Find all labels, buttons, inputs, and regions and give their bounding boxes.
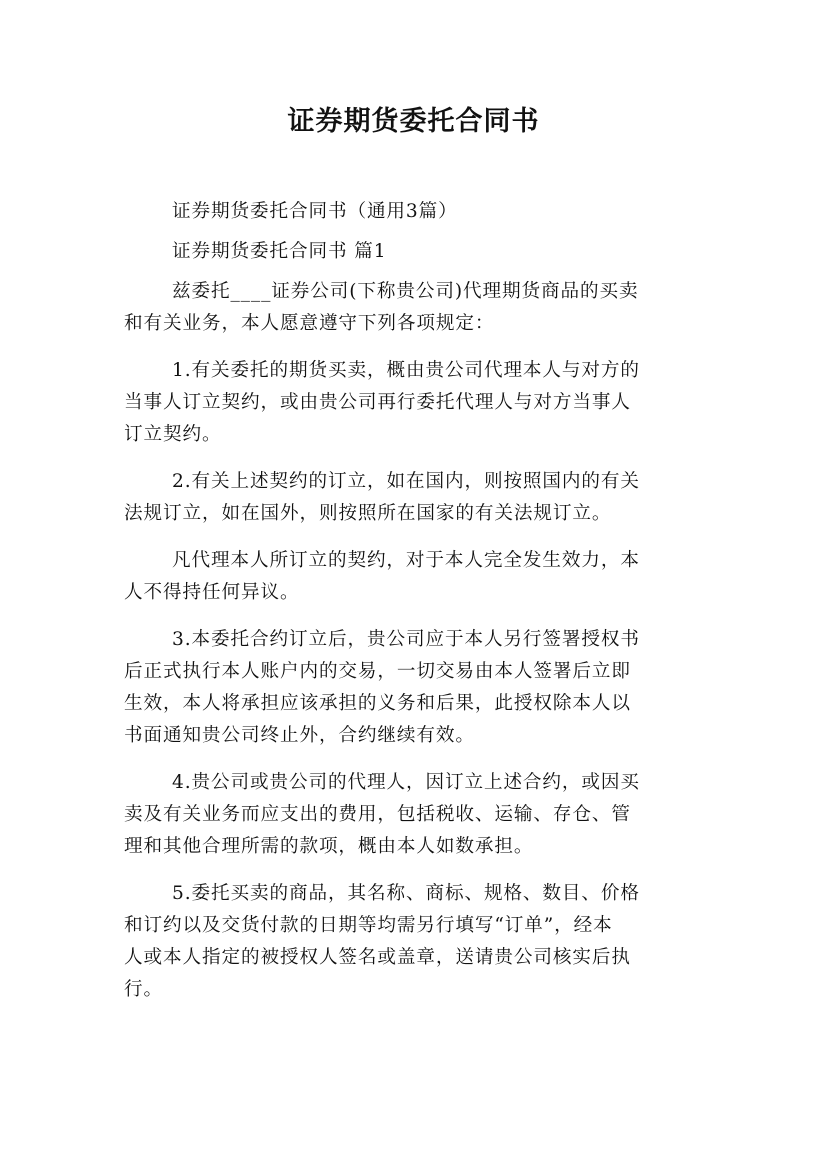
- paragraph-line: 人不得持任何异议。: [124, 582, 300, 603]
- paragraph-line: 证券期货委托合同书（通用3篇）: [172, 201, 458, 222]
- subtitle-paragraph: [124, 196, 704, 228]
- paragraph-line: 2.有关上述契约的订立，如在国内，则按照国内的有关: [172, 471, 640, 492]
- clause-1-paragraph: [124, 355, 704, 451]
- paragraph-line: 行。: [124, 979, 163, 1000]
- document-title: 证券期货委托合同书: [287, 106, 540, 137]
- paragraph-line: 3.本委托合约订立后，贵公司应于本人另行签署授权书: [172, 629, 640, 650]
- clause-4-paragraph: [124, 767, 704, 863]
- paragraph-line: 当事人订立契约，或由贵公司再行委托代理人与对方当事人: [124, 392, 631, 413]
- paragraph-line: 理和其他合理所需的款项，概由本人如数承担。: [124, 836, 534, 857]
- paragraph-line: 生效，本人将承担应该承担的义务和后果，此授权除本人以: [124, 693, 631, 714]
- paragraph-line: 4.贵公司或贵公司的代理人，因订立上述合约，或因买: [172, 772, 640, 793]
- clause-5-paragraph: [124, 878, 704, 1006]
- document-body: [124, 196, 704, 1006]
- paragraph-line: 和订约以及交货付款的日期等均需另行填写“订单”，经本: [124, 915, 613, 936]
- paragraph-line: 卖及有关业务而应支出的费用，包括税收、运输、存仓、管: [124, 804, 631, 825]
- paragraph-line: 和有关业务，本人愿意遵守下列各项规定：: [124, 313, 495, 334]
- paragraph-line: 凡代理本人所订立的契约，对于本人完全发生效力，本: [172, 550, 640, 571]
- paragraph-line: 订立契约。: [124, 424, 222, 445]
- clause-3-paragraph: [124, 624, 704, 752]
- paragraph-line: 兹委托____证券公司(下称贵公司)代理期货商品的买卖: [172, 281, 639, 302]
- paragraph-line: 法规订立，如在国外，则按照所在国家的有关法规订立。: [124, 503, 612, 524]
- paragraph-line: 1.有关委托的期货买卖，概由贵公司代理本人与对方的: [172, 360, 640, 381]
- paragraph-line: 后正式执行本人账户内的交易，一切交易由本人签署后立即: [124, 661, 631, 682]
- clause-2-paragraph: [124, 466, 704, 530]
- paragraph-line: 证券期货委托合同书 篇1: [172, 241, 387, 262]
- paragraph-line: 书面通知贵公司终止外，合约继续有效。: [124, 725, 475, 746]
- paragraph-line: 5.委托买卖的商品，其名称、商标、规格、数目、价格: [172, 883, 640, 904]
- effect-paragraph: [124, 545, 704, 609]
- section-heading: [124, 236, 704, 268]
- paragraph-line: 人或本人指定的被授权人签名或盖章，送请贵公司核实后执: [124, 947, 631, 968]
- intro-paragraph: [124, 276, 704, 340]
